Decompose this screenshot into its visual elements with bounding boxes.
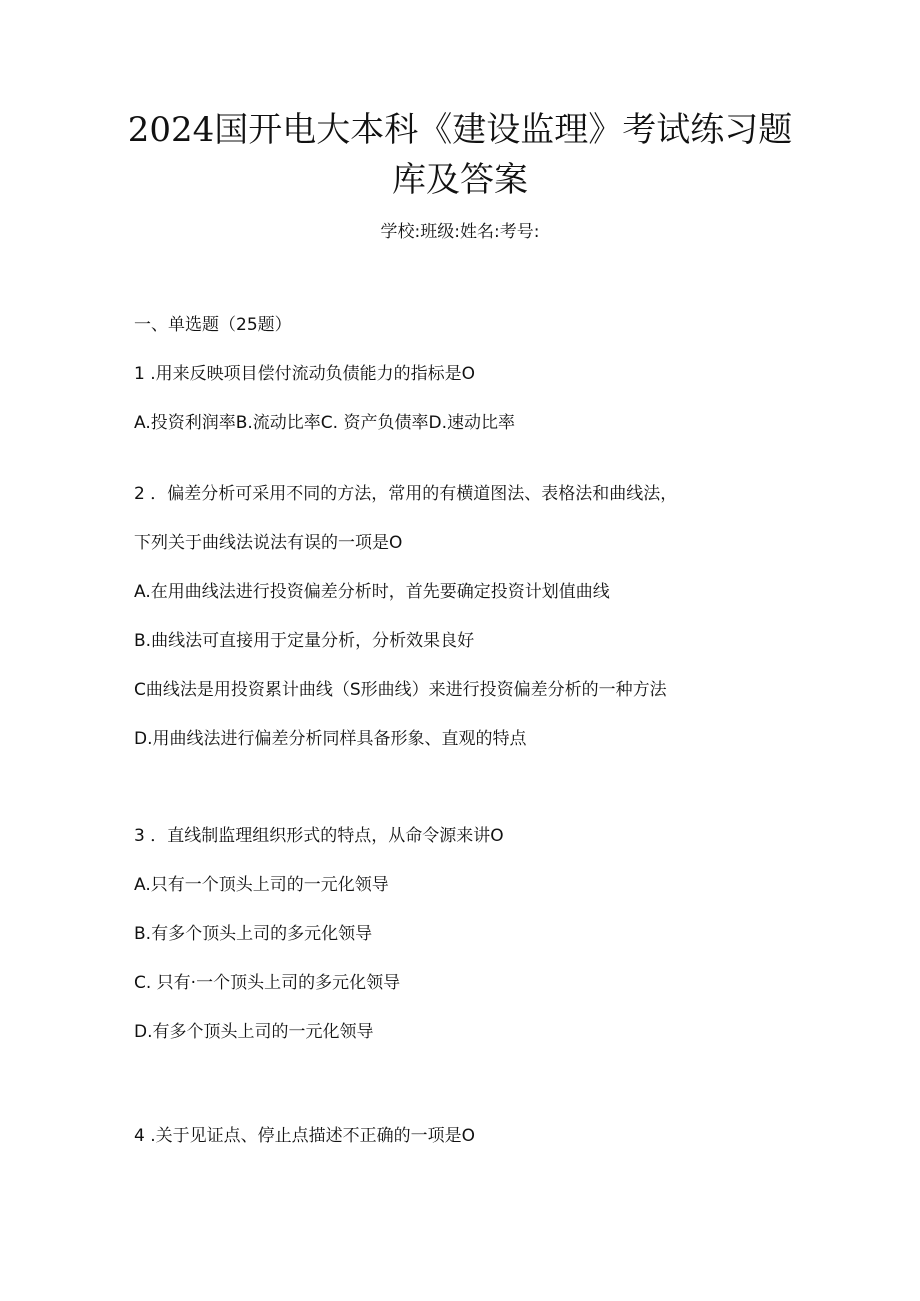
question-1-stem: 1 .用来反映项目偿付流动负债能力的指标是O — [134, 364, 476, 384]
question-1-options: A.投资利润率B.流动比率C. 资产负债率D.速动比率 — [134, 413, 515, 433]
section-heading: 一、单选题（25题） — [134, 315, 292, 335]
question-3-option-d: D.有多个顶头上司的一元化领导 — [134, 1022, 374, 1042]
question-3-stem: 3 ．直线制监理组织形式的特点，从命令源来讲O — [134, 826, 504, 846]
document-title-line-2: 库及答案 — [392, 160, 528, 200]
question-3-option-c: C. 只有·一个顶头上司的多元化领导 — [134, 973, 401, 993]
question-4-stem: 4 .关于见证点、停止点描述不正确的一项是O — [134, 1126, 476, 1146]
question-2-stem-line-1: 2 ．偏差分析可采用不同的方法，常用的有横道图法、表格法和曲线法， — [134, 484, 678, 504]
document-title-line-1: 2024国开电大本科《建设监理》考试练习题 — [127, 110, 793, 150]
question-2-option-a: A.在用曲线法进行投资偏差分析时，首先要确定投资计划值曲线 — [134, 582, 610, 602]
question-2-stem-line-2: 下列关于曲线法说法有误的一项是O — [134, 533, 403, 553]
question-3-option-a: A.只有一个顶头上司的一元化领导 — [134, 875, 389, 895]
question-3-option-b: B.有多个顶头上司的多元化领导 — [134, 924, 373, 944]
question-2-option-b: B.曲线法可直接用于定量分析，分析效果良好 — [134, 631, 475, 651]
question-2-option-c: C曲线法是用投资累计曲线（S形曲线）来进行投资偏差分析的一种方法 — [134, 680, 667, 700]
question-2-option-d: D.用曲线法进行偏差分析同样具备形象、直观的特点 — [134, 729, 527, 749]
student-info-line: 学校:班级:姓名:考号: — [380, 222, 540, 242]
